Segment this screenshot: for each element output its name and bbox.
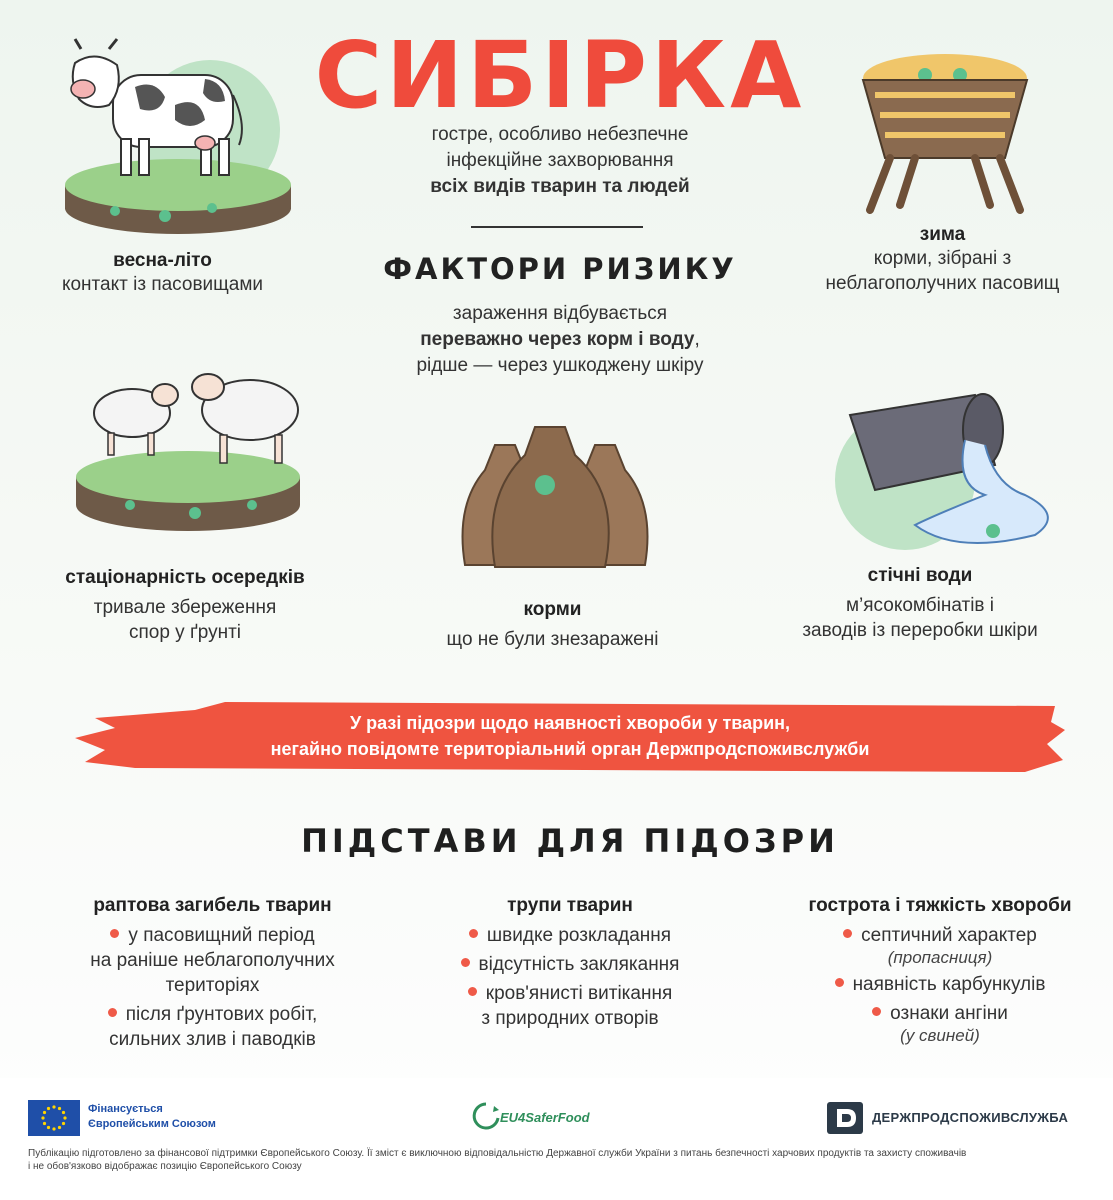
factor-sewage-text-1: м’ясокомбінатів і (845, 595, 995, 616)
list-item-text: після ґрунтових робіт, (125, 1004, 318, 1025)
alert-banner (75, 700, 1065, 774)
subtitle (330, 122, 790, 200)
signs-column-3-title: гострота і тяжкість хвороби (808, 895, 1072, 916)
factor-winter (800, 224, 1085, 296)
factor-stationary-text-1: тривале збереження (93, 597, 277, 618)
signs-column-carcasses (405, 895, 735, 1031)
risk-line-3: рідше — через ушкоджену шкіру (416, 355, 704, 376)
subtitle-line-3: всіх видів тварин та людей (430, 176, 690, 197)
eu-funding-label (88, 1102, 216, 1132)
list-item-text: у пасовищний період (128, 925, 315, 946)
list-item-note: (пропасниця) (887, 948, 993, 967)
signs-column-1-title: раптова загибель тварин (93, 895, 332, 916)
dps-label: ДЕРЖПРОДСПОЖИВСЛУЖБА (872, 1110, 1069, 1125)
factor-winter-text-1: корми, зібрані з (873, 248, 1012, 269)
list-item (405, 981, 735, 1006)
bullet-icon (835, 978, 844, 987)
subtitle-line-2: інфекційне захворювання (446, 150, 674, 171)
risk-factors-heading: ФАКТОРИ РИЗИКУ (383, 252, 737, 286)
bullet-icon (461, 958, 470, 967)
list-item (405, 952, 735, 977)
list-item-text: відсутність заклякання (478, 954, 680, 975)
list-item-continuation: територіях (165, 975, 260, 996)
eu-funding-line-2: Європейським Союзом (88, 1118, 216, 1130)
page-title: СИБІРКА (314, 22, 806, 129)
list-item (405, 923, 735, 948)
list-item (45, 923, 380, 948)
alert-line-2: негайно повідомте територіальний орган Держпродспоживслужби (270, 739, 870, 759)
disclaimer (28, 1147, 1093, 1173)
factor-sewage (770, 565, 1070, 643)
factor-stationary-title: стаціонарність осередків (65, 567, 305, 588)
factor-stationary (35, 567, 335, 645)
eu-flag-icon (28, 1100, 80, 1136)
hay-feeder-illustration (855, 40, 1035, 215)
list-item-continuation: на раніше неблагополучних (90, 950, 335, 971)
eu-funding-line-1: Фінансується (88, 1103, 163, 1115)
risk-line-2-tail: , (694, 329, 700, 350)
signs-column-severity (780, 895, 1100, 1046)
factor-sewage-title: стічні води (867, 565, 973, 586)
cow-illustration (55, 35, 305, 240)
list-item (780, 972, 1100, 997)
sheep-illustration (70, 365, 310, 540)
factor-feed-title: корми (523, 599, 582, 620)
eu4safefood-label: EU4SaferFood (500, 1110, 590, 1125)
disclaimer-line-1: Публікацію підготовлено за фінансової підтримки Європейського Союзу. Її зміст є виключною відповідальністю Державної служби України з питань безпечності харчових продуктів та захисту споживачів (28, 1148, 967, 1159)
factor-winter-text-2: неблагополучних пасовищ (825, 273, 1060, 294)
list-item (45, 1002, 380, 1027)
signs-column-2-title: трупи тварин (507, 895, 633, 916)
signs-column-sudden-death (45, 895, 380, 1052)
factor-stationary-text-2: спор у ґрунті (128, 622, 242, 643)
factor-spring-text: контакт із пасовищами (61, 274, 264, 295)
factor-feed-text: що не були знезаражені (446, 629, 659, 650)
factor-winter-title: зима (919, 224, 966, 245)
list-item-continuation: з природних отворів (481, 1008, 659, 1029)
factor-feed (400, 599, 705, 652)
list-item-note: (у свиней) (900, 1026, 980, 1045)
divider (471, 226, 643, 228)
feed-sacks-illustration (455, 415, 655, 570)
list-item-text: швидке розкладання (486, 925, 672, 946)
disclaimer-line-2: і не обов'язково відображає позицію Європейського Союзу (28, 1161, 302, 1172)
list-item-text: ознаки ангіни (890, 1003, 1008, 1024)
bullet-icon (469, 929, 478, 938)
risk-line-2-bold: переважно через корм і воду (420, 329, 695, 350)
factor-spring-title: весна-літо (113, 250, 212, 271)
list-item-continuation: сильних злив і паводків (109, 1029, 316, 1050)
eu4safefood-logo-icon (472, 1102, 500, 1132)
risk-factors-description (330, 301, 790, 379)
bullet-icon (110, 929, 119, 938)
sewage-pipe-illustration (835, 385, 1065, 560)
alert-line-1: У разі підозри щодо наявності хвороби у тварин, (349, 713, 791, 733)
dps-logo-icon (825, 1100, 865, 1136)
risk-line-1: зараження відбувається (452, 303, 668, 324)
list-item-text: наявність карбункулів (852, 974, 1046, 995)
list-item (780, 1001, 1100, 1026)
list-item-text: септичний характер (861, 925, 1037, 946)
subtitle-line-1: гостре, особливо небезпечне (431, 124, 689, 145)
factor-sewage-text-2: заводів із переробки шкіри (802, 620, 1038, 641)
factor-spring (30, 250, 295, 297)
list-item-text: кров'янисті витікання (485, 983, 673, 1004)
risk-line-2 (330, 327, 790, 353)
bullet-icon (843, 929, 852, 938)
alert-banner-text (75, 710, 1065, 762)
footer (0, 1078, 1113, 1200)
suspicion-grounds-heading: ПІДСТАВИ ДЛЯ ПІДОЗРИ (301, 822, 839, 860)
bullet-icon (468, 987, 477, 996)
bullet-icon (108, 1008, 117, 1017)
list-item (780, 923, 1100, 948)
bullet-icon (872, 1007, 881, 1016)
